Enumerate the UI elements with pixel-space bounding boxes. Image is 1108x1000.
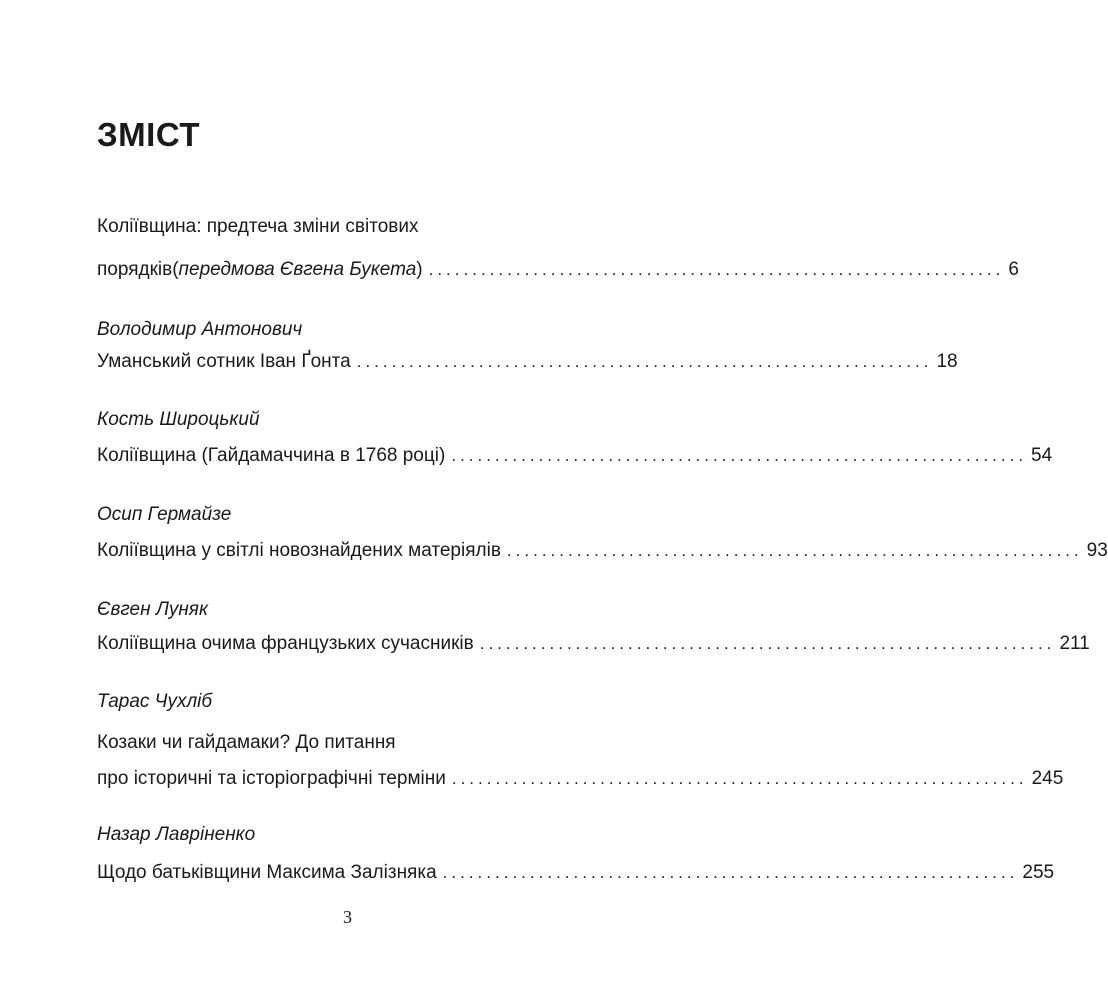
leader-dots: .................................................................. <box>451 769 1028 788</box>
toc-page-number: 245 <box>1031 768 1064 789</box>
toc-entry-title: про історичні та історіографічні терміни <box>97 768 446 789</box>
toc-entry[interactable] <box>97 350 958 374</box>
leader-dots: .................................................................. <box>479 634 1056 653</box>
toc-entry-title: Коліївщина (Гайдамаччина в 1768 році) <box>97 445 446 466</box>
toc-entry[interactable] <box>97 861 1055 885</box>
toc-entry-title-suffix: ) <box>416 259 423 280</box>
toc-entry-title-part: порядків( <box>97 259 179 280</box>
leader-dots: .................................................................. <box>451 446 1028 465</box>
toc-entry-title: Щодо батьківщини Максима Залізняка <box>97 862 437 883</box>
toc-author: Кость Широцький <box>97 409 260 430</box>
page-number-footer: 3 <box>343 907 352 927</box>
toc-page-number: 93 <box>1086 540 1108 561</box>
toc-page-number: 6 <box>1008 259 1019 280</box>
leader-dots: .................................................................. <box>428 260 1005 279</box>
leader-dots: .................................................................. <box>356 352 933 371</box>
toc-page-number: 54 <box>1031 445 1053 466</box>
toc-entry[interactable] <box>97 632 1090 656</box>
toc-entry-title <box>97 258 423 282</box>
leader-dots: .................................................................. <box>506 541 1083 560</box>
toc-entry-title-line: Коліївщина: предтеча зміни світових <box>97 216 419 237</box>
toc-page-number: 211 <box>1059 633 1090 654</box>
toc-author: Володимир Антонович <box>97 319 303 340</box>
toc-entry-title-line: Козаки чи гайдамаки? До питання <box>97 732 396 753</box>
page-title: ЗМІСТ <box>97 116 200 153</box>
toc-page-number: 255 <box>1022 862 1055 883</box>
toc-entry[interactable] <box>97 444 1053 468</box>
leader-dots: .................................................................. <box>442 863 1019 882</box>
toc-author: Назар Лавріненко <box>97 824 256 845</box>
toc-author: Євген Луняк <box>97 599 208 620</box>
toc-page-number: 18 <box>936 351 958 372</box>
toc-author: Осип Гермайзе <box>97 504 232 525</box>
toc-entry-title-italic: передмова Євгена Букета <box>178 259 417 280</box>
toc-entry-title: Уманський сотник Іван Ґонта <box>97 351 351 372</box>
toc-entry[interactable] <box>97 767 1064 791</box>
toc-entry[interactable] <box>97 539 1108 563</box>
toc-entry-foreword[interactable] <box>97 258 1019 282</box>
toc-entry-title: Коліївщина очима французьких сучасників <box>97 633 474 654</box>
toc-entry-title: Коліївщина у світлі новознайдених матеріялів <box>97 540 501 561</box>
toc-author: Тарас Чухліб <box>97 691 213 712</box>
